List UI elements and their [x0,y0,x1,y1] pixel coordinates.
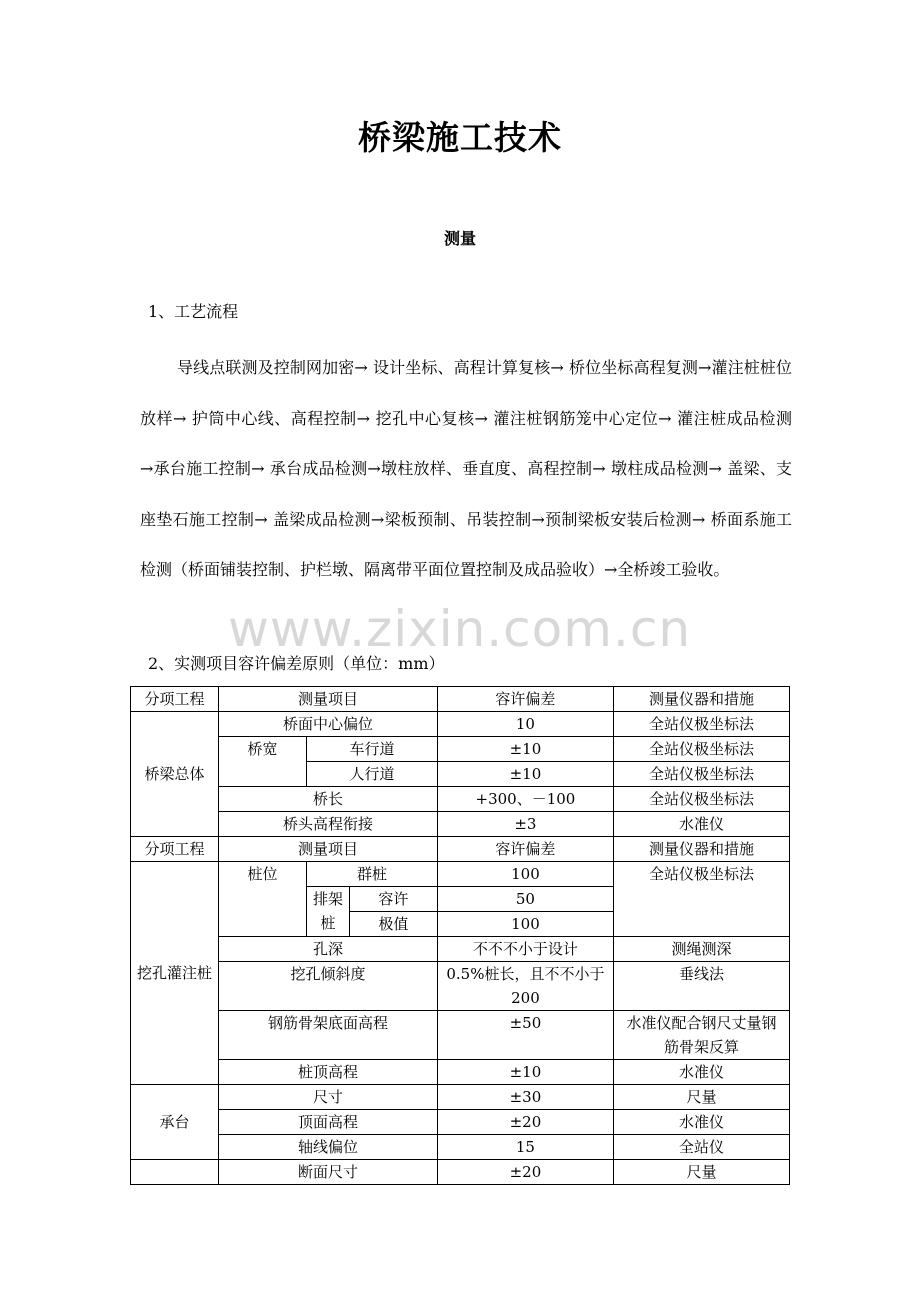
sub-item-cell: 容许 [349,887,437,912]
tolerance-cell: ±20 [437,1110,613,1135]
table-row [131,712,790,737]
group-cell [131,1160,219,1185]
document-title: 桥梁施工技术 [358,118,562,157]
sub-item-cell: 极值 [349,912,437,937]
method-cell: 水准仪 [613,1060,789,1085]
tolerance-cell: ±3 [437,812,613,837]
section-subtitle: 测量 [443,229,476,248]
item-cell: 挖孔倾斜度 [219,962,438,1011]
method-cell: 垂线法 [613,962,789,1011]
tolerance-cell: ±10 [437,762,613,787]
tolerance-cell: 不不不小于设计 [437,937,613,962]
tolerance-cell: 15 [437,1135,613,1160]
sub-item-cell: 车行道 [307,737,438,762]
table-row [131,862,790,887]
header-cell: 容许偏差 [437,687,613,712]
table-row [131,1160,790,1185]
method-cell: 全站仪极坐标法 [613,787,789,812]
item-cell: 桥宽 [219,737,307,787]
item-cell: 桩顶高程 [219,1060,438,1085]
table-row [131,737,790,762]
table-row [131,962,790,1011]
table-row [131,787,790,812]
header-cell: 测量仪器和措施 [613,687,789,712]
method-cell: 尺量 [613,1160,789,1185]
method-cell: 全站仪极坐标法 [613,762,789,787]
method-cell: 全站仪极坐标法 [613,712,789,737]
table-header-row [131,687,790,712]
tolerance-cell: ±30 [437,1085,613,1110]
item-cell: 顶面高程 [219,1110,438,1135]
method-cell: 水准仪 [613,812,789,837]
sub-item-cell: 排架桩 [307,887,350,937]
tolerance-cell: ±10 [437,737,613,762]
table-row [131,1085,790,1110]
method-cell: 全站仪极坐标法 [613,737,789,762]
item-cell: 桩位 [219,862,307,937]
header-cell: 测量项目 [219,837,438,862]
header-cell: 测量项目 [219,687,438,712]
method-cell: 水准仪 [613,1110,789,1135]
heading-tolerance-table: 2、实测项目容许偏差原则（单位：mm） [148,654,445,673]
tolerance-cell: 0.5%桩长，且不不小于200 [437,962,613,1011]
header-cell: 分项工程 [131,687,219,712]
tolerance-cell: 10 [437,712,613,737]
table-header-row [131,837,790,862]
tolerance-cell: 100 [437,912,613,937]
table-row [131,1060,790,1085]
item-cell: 尺寸 [219,1085,438,1110]
tolerance-cell: ±50 [437,1011,613,1060]
process-flow-paragraph: 导线点联测及控制网加密→ 设计坐标、高程计算复核→ 桥位坐标高程复测→灌注桩桩位放样→ 护筒中心线、高程控制→ 挖孔中心复核→ 灌注桩钢筋笼中心定位→ 灌注桩成品检测 →承台施工控制→ 承台成品检测→墩柱放样、垂直度、高程控制→ 墩柱成品检测→ 盖梁、支座垫石施工控制→ 盖梁成品检测→梁板预制、吊装控制→预制梁板安装后检测→ 桥面系施工检测（桥面铺装控制、护栏墩、隔离带平面位置控制及成品验收）→全桥竣工验收。 [140,358,792,579]
group-cell: 桥梁总体 [131,712,219,837]
header-cell: 测量仪器和措施 [613,837,789,862]
item-cell: 桥头高程衔接 [219,812,438,837]
table-row [131,1135,790,1160]
tolerance-table [130,686,790,1185]
sub-item-cell: 人行道 [307,762,438,787]
header-cell: 分项工程 [131,837,219,862]
group-cell: 承台 [131,1085,219,1160]
tolerance-cell: ±20 [437,1160,613,1185]
item-cell: 断面尺寸 [219,1160,438,1185]
sub-item-cell: 群桩 [307,862,438,887]
group-cell: 挖孔灌注桩 [131,862,219,1085]
item-cell: 钢筋骨架底面高程 [219,1011,438,1060]
table-row [131,1011,790,1060]
item-cell: 轴线偏位 [219,1135,438,1160]
table-row [131,937,790,962]
header-cell: 容许偏差 [437,837,613,862]
method-cell: 测绳测深 [613,937,789,962]
heading-process-flow: 1、工艺流程 [148,302,239,321]
item-cell: 桥长 [219,787,438,812]
table-row [131,812,790,837]
tolerance-cell: +300、－100 [437,787,613,812]
item-cell: 孔深 [219,937,438,962]
method-cell: 尺量 [613,1085,789,1110]
watermark: www.zixin.com.cn [228,600,692,658]
tolerance-cell: 100 [437,862,613,887]
method-cell: 全站仪 [613,1135,789,1160]
method-cell: 全站仪极坐标法 [613,862,789,937]
table-row [131,1110,790,1135]
tolerance-cell: 50 [437,887,613,912]
tolerance-cell: ±10 [437,1060,613,1085]
item-cell: 桥面中心偏位 [219,712,438,737]
method-cell: 水准仪配合钢尺丈量钢筋骨架反算 [613,1011,789,1060]
